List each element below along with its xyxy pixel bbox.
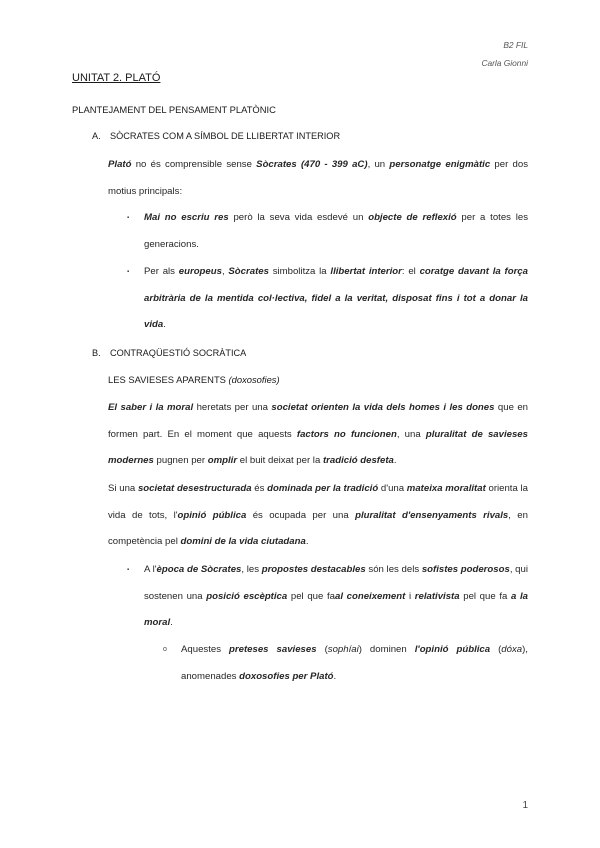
subsection-heading: LES SAVIESES APARENTS (doxosofies) (108, 374, 280, 385)
paragraph-saber: El saber i la moral heretats per una societat orienten la vida dels homes i les dones que en formen part. En el moment que aquests factors no funcionen, una pluralitat de savieses modernes pugnen per omplir el buit deixat per la tradició desfeta. (108, 402, 528, 466)
section-a-title: SÒCRATES COM A SÍMBOL DE LLIBERTAT INTERIOR (110, 131, 341, 141)
section-b-heading (92, 348, 246, 358)
section-b-letter: B. (92, 348, 101, 358)
header-course: B2 FIL (503, 40, 528, 50)
page-number: 1 (522, 800, 528, 811)
bullet-item-3: ▪ A l'època de Sòcrates, les propostes destacables són les dels sofistes poderosos, qui sostenen una posició escèptica pel que faal coneixement i relativista pel que fa a la moral. (144, 557, 528, 637)
section-b-title: CONTRAQÜESTIÓ SOCRÀTICA (110, 348, 247, 358)
unit-title: UNITAT 2. PLATÓ (72, 72, 161, 84)
sub-bullet-item-1: o Aquestes preteses savieses (sophíai) dominen l'opinió pública (dóxa), anomenades doxosofies per Plató. (181, 637, 528, 690)
section-a-letter: A. (92, 131, 101, 141)
paragraph-societat: Si una societat desestructurada és dominada per la tradició d'una mateixa moralitat orienta la vida de tots, l'opinió pública és ocupada per una pluralitat d'ensenyaments rivals, en competència pel domini de la vida ciutadana. (108, 483, 528, 547)
section-title: PLANTEJAMENT DEL PENSAMENT PLATÒNIC (72, 104, 276, 115)
header-author: Carla Gionni (481, 58, 528, 68)
bullet-item-1: ▪ Mai no escriu res però la seva vida esdevé un objecte de reflexió per a totes les generacions. (144, 205, 528, 258)
section-a-heading (92, 131, 340, 141)
paragraph-intro: Plató no és comprensible sense Sòcrates (470 - 399 aC), un personatge enigmàtic per dos motius principals: (108, 159, 528, 197)
bullet-item-2: ▪ Per als europeus, Sòcrates simbolitza la llibertat interior: el coratge davant la força arbitrària de la mentida col·lectiva, fidel a la veritat, disposat fins i tot a donar la vida. (144, 259, 528, 339)
